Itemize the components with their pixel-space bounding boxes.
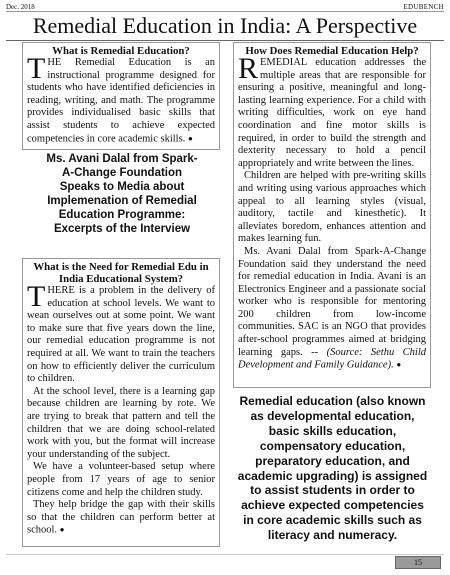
box-body-p1	[238, 52, 426, 170]
page-number: 15	[395, 556, 441, 569]
title-rule	[6, 40, 444, 41]
box-body	[27, 52, 215, 146]
box-how-remedial-helps	[233, 42, 431, 388]
issue-date: Dec. 2018	[6, 3, 35, 11]
end-bullet: ●	[396, 360, 402, 370]
page-title: Remedial Education in India: A Perspective	[32, 13, 418, 38]
box-what-is-remedial	[22, 42, 220, 150]
box-body-p1	[27, 280, 215, 386]
dropcap: T	[27, 52, 46, 85]
box-body-p2: Children are helped with pre-writing skills and writing using various approaches which appeal to all learning styles (visual, auditory, tactile and kinesthetic). It alleviates boredom, enhances attention and makes learning fun.	[238, 170, 426, 245]
box-heading: How Does Remedial Education Help?	[245, 45, 419, 57]
dropcap: R	[238, 52, 259, 85]
source-citation: (Source: Sethu Child Development and Family Guidance).	[238, 346, 426, 371]
body-text: EMEDIAL education addresses the multiple areas that are responsible for ensuring a positive, meaningful and long-lasting learning experience. For a child with writing difficulties, work on eye hand coordination and fine motor skills is required, in order to build the strength and dexterity necessary to hold a pencil appropriately and write between the lines.	[238, 57, 426, 169]
pullquote-left: Ms. Avani Dalal from Spark-A-Change Foundation Speaks to Media about Implemenation of Remedial Education Programme: Excerpts of the Interview	[46, 153, 198, 235]
box-heading: What is the Need for Remedial Edu in India Educational System?	[33, 261, 209, 285]
box-body-p4	[27, 499, 215, 537]
box-need-for-remedial	[22, 258, 220, 547]
dropcap: T	[27, 280, 46, 313]
body-text: Ms. Avani Dalal from Spark-A-Change Foundation said they understand the need for remedial education in India. Avani is an Electronics Engineer and a passionate social worker who is responsible for mentoring 200 children from low-income communities. SAC is an NGO that provides after-school programmes aimed at bridging learning gaps. --	[238, 245, 426, 358]
end-bullet: ●	[187, 133, 193, 143]
publication-name: EDUBENCH	[403, 3, 444, 11]
body-text: They help bridge the gap with their skills so that the children can perform better at school.	[27, 499, 215, 536]
box-body-p3	[238, 246, 426, 373]
body-text: HERE is a problem in the delivery of education at school levels. We want to wean ourselves out at some point. We want to make sure that five years down the line, our remedial education programme is not required at all. We want to train the teachers on how to efficiently deliver the curriculum to children.	[27, 285, 215, 385]
body-text: HE Remedial Education is an instructional programme designed for students who have identified deficiencies in reading, writing, and math. The programme provides individualised basic skills that assist students to achieve expected competencies in core academic skills.	[27, 57, 215, 145]
box-heading: What is Remedial Education?	[52, 45, 190, 57]
running-header	[6, 2, 444, 12]
end-bullet: ●	[59, 525, 65, 535]
box-body-p3: We have a volunteer-based setup where people from 17 years of age to senior citizens come and help the children study.	[27, 461, 215, 498]
footer-rule	[6, 554, 444, 555]
box-body-p2: At the school level, there is a learning gap because children are learning by rote. We are trying to break that pattern and tell the children that we are doing school-related work with you, but the format will increase your understanding of the subject.	[27, 385, 215, 460]
pullquote-right: Remedial education (also known as developmental education, basic skills education, compensatory education, preparatory education, and academic upgrading) is assigned to assist students in order to achieve expected competencies in core academic skills such as literacy and numeracy.	[237, 394, 428, 543]
